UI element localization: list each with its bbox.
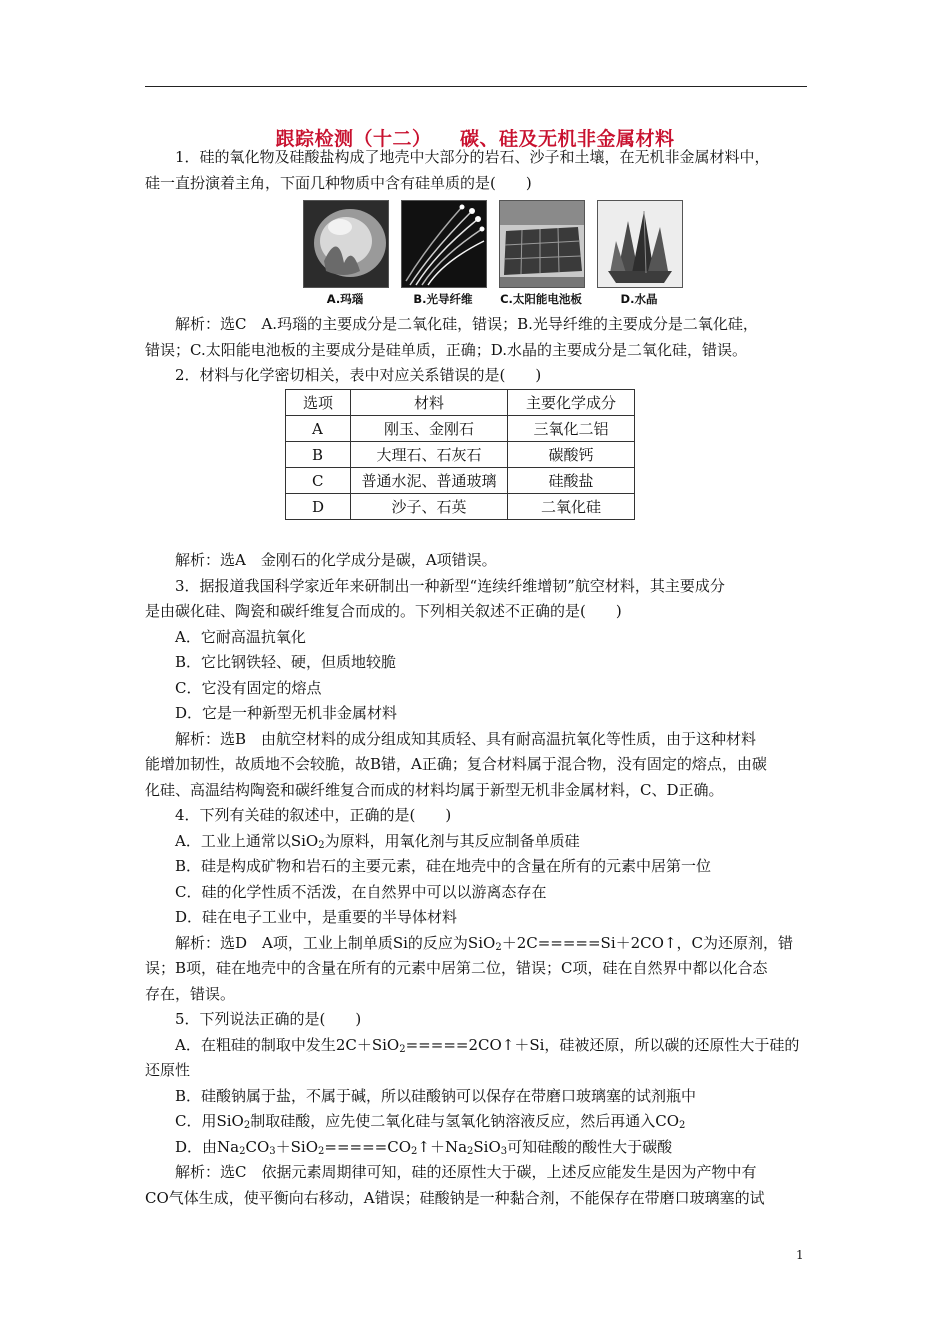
table-cell: 碳酸钙 — [508, 442, 635, 468]
table-cell: 普通水泥、普通玻璃 — [351, 468, 508, 494]
q4-option-b: B．硅是构成矿物和岩石的主要元素，硅在地壳中的含量在所有的元素中居第一位 — [175, 857, 712, 875]
table-header: 材料 — [351, 390, 508, 416]
table-row — [286, 416, 635, 442]
q5-option-d-part: ↑＋Na — [417, 1137, 468, 1156]
table-cell: 刚玉、金刚石 — [351, 416, 508, 442]
q5-option-a-part: A．在粗硅的制取中发生2C＋SiO — [175, 1035, 400, 1054]
q3-option-a: A．它耐高温抗氧化 — [175, 627, 306, 646]
q5-analysis-line-1: 解析：选C 依据元素周期律可知，硅的还原性大于碳，上述反应能发生是因为产物中有 — [175, 1163, 757, 1181]
q5-option-a-part: =====2CO↑＋Si，硅被还原，所以碳的还原性大于硅的 — [405, 1035, 800, 1054]
q5-option-d-subscript: 3 — [269, 1145, 276, 1157]
q3-option-d: D．它是一种新型无机非金属材料 — [175, 704, 398, 722]
page-number: 1 — [796, 1248, 804, 1262]
table-cell: D — [286, 494, 351, 520]
q1-analysis-line-1: 解析：选C A.玛瑙的主要成分是二氧化硅，错误；B.光导纤维的主要成分是二氧化硅， — [175, 315, 758, 333]
q5-option-b: B．硅酸钠属于盐，不属于碱，所以硅酸钠可以保存在带磨口玻璃塞的试剂瓶中 — [175, 1086, 697, 1105]
q4-analysis-part: ＋2C=====Si＋2CO↑，C为还原剂，错 — [501, 933, 793, 952]
q5-option-c — [145, 1109, 807, 1135]
q2-analysis: 解析：选A 金刚石的化学成分是碳，A项错误。 — [175, 551, 497, 569]
q3-option-b: B．它比钢铁轻、硬，但质地较脆 — [175, 653, 397, 671]
q5-option-d-subscript: 2 — [411, 1145, 418, 1157]
q4-option-a-part: 为原料，用氧化剂与其反应制备单质硅 — [324, 831, 580, 850]
q5-option-d-part: ＋SiO — [275, 1137, 319, 1156]
q4-option-d: D．硅在电子工业中，是重要的半导体材料 — [175, 908, 458, 926]
q4-option-a-subscript: 2 — [318, 839, 325, 851]
table-header: 主要化学成分 — [508, 390, 635, 416]
q1-stem-line-1: 1．硅的氧化物及硅酸盐构成了地壳中大部分的岩石、沙子和土壤，在无机非金属材料中， — [175, 148, 770, 166]
q1-image-row — [303, 200, 683, 310]
q5-option-d-part: D．由Na — [175, 1137, 240, 1156]
table-cell: 硅酸盐 — [508, 468, 635, 494]
q4-analysis-line-1 — [145, 931, 807, 957]
q1-caption-c: C.太阳能电池板 — [500, 292, 582, 306]
q5-option-d-subscript: 2 — [239, 1145, 246, 1157]
q4-option-a-part: A．工业上通常以SiO — [175, 831, 319, 850]
quartz-crystal-photo-icon — [597, 200, 683, 288]
table-row — [286, 468, 635, 494]
q5-option-c-subscript: 2 — [679, 1120, 686, 1131]
table-header-row — [286, 390, 635, 416]
q1-analysis-line-2: 错误；C.太阳能电池板的主要成分是硅单质，正确；D.水晶的主要成分是二氧化硅，错误。 — [145, 340, 747, 359]
q5-option-d-part: =====CO — [324, 1137, 412, 1156]
materials-table — [285, 389, 635, 520]
q3-analysis-line-3: 化硅、高温结构陶瓷和碳纤维复合而成的材料均属于新型无机非金属材料，C、D正确。 — [145, 780, 724, 799]
q5-option-d-subscript: 2 — [467, 1145, 474, 1157]
page-title: 跟踪检测（十二） 碳、硅及无机非金属材料 — [275, 128, 675, 150]
table-cell: 三氧化二铝 — [508, 416, 635, 442]
agate-photo-icon — [303, 200, 389, 288]
q5-option-d — [145, 1135, 807, 1161]
q5-option-d-subscript: 3 — [500, 1145, 508, 1157]
q3-analysis-line-2: 能增加韧性，故质地不会较脆，故B错，A正确；复合材料属于混合物，没有固定的熔点，由碳 — [145, 755, 767, 773]
q1-analysis — [145, 312, 807, 389]
q1-caption-d: D.水晶 — [620, 292, 658, 306]
q5-stem: 5．下列说法正确的是( ) — [175, 1010, 362, 1028]
q5-option-d-part: SiO — [473, 1137, 501, 1156]
table-cell: 大理石、石灰石 — [351, 442, 508, 468]
table-header: 选项 — [286, 390, 351, 416]
table-row — [286, 494, 635, 520]
q5-option-d-part: 可知硅酸的酸性大于碳酸 — [507, 1137, 673, 1156]
q3-stem-line-1: 3．据报道我国科学家近年来研制出一种新型“连续纤维增韧”航空材料，其主要成分 — [175, 576, 725, 595]
q4-analysis-line-2: 误；B项，硅在地壳中的含量在所有的元素中居第二位，错误；C项，硅在自然界中都以化合态 — [145, 959, 768, 977]
q5-option-a — [145, 1033, 807, 1059]
q3-analysis-line-1: 解析：选B 由航空材料的成分组成知其质轻、具有耐高温抗氧化等性质，由于这种材料 — [175, 729, 757, 748]
q4-option-c: C．硅的化学性质不活泼，在自然界中可以以游离态存在 — [175, 882, 547, 901]
q4-analysis-subscript: 2 — [495, 941, 502, 953]
main-text-flow — [145, 548, 807, 1211]
table-cell: A — [286, 416, 351, 442]
q5-option-c-part: 制取硅酸，应先使二氧化硅与氢氧化钠溶液反应，然后再通入CO — [250, 1112, 680, 1130]
q5-option-a-continued: 还原性 — [145, 1061, 191, 1079]
header-rule — [145, 86, 807, 87]
table-cell: B — [286, 442, 351, 468]
q4-option-a — [145, 829, 807, 855]
question-1 — [145, 145, 807, 196]
q5-option-d-subscript: 2 — [318, 1145, 325, 1157]
table-cell: 沙子、石英 — [351, 494, 508, 520]
solar-panel-photo-icon — [499, 200, 585, 288]
table-cell: 二氧化硅 — [508, 494, 635, 520]
q5-analysis-line-2: CO气体生成，使平衡向右移动，A错误；硅酸钠是一种黏合剂，不能保存在带磨口玻璃塞的试 — [145, 1188, 765, 1207]
q1-caption-a: A.玛瑙 — [326, 292, 364, 306]
table-row — [286, 442, 635, 468]
q5-option-c-subscript: 2 — [243, 1120, 251, 1131]
q5-option-c-part: C．用SiO — [175, 1112, 244, 1130]
q3-option-c: C．它没有固定的熔点 — [175, 678, 322, 697]
q1-stem-line-2: 硅一直扮演着主角，下面几种物质中含有硅单质的是( ) — [145, 173, 532, 192]
optical-fiber-photo-icon — [401, 200, 487, 288]
q4-analysis-part: 解析：选D A项，工业上制单质Si的反应为SiO — [175, 933, 496, 952]
q2-stem: 2．材料与化学密切相关，表中对应关系错误的是( ) — [175, 366, 542, 384]
q5-option-d-part: CO — [245, 1137, 270, 1156]
table-cell: C — [286, 468, 351, 494]
q1-caption-b: B.光导纤维 — [413, 292, 473, 306]
q5-option-a-subscript: 2 — [399, 1043, 406, 1055]
q4-stem: 4．下列有关硅的叙述中，正确的是( ) — [175, 806, 452, 824]
q3-stem-line-2: 是由碳化硅、陶瓷和碳纤维复合而成的。下列相关叙述不正确的是( ) — [145, 602, 622, 620]
q4-analysis-line-3: 存在，错误。 — [145, 984, 236, 1003]
